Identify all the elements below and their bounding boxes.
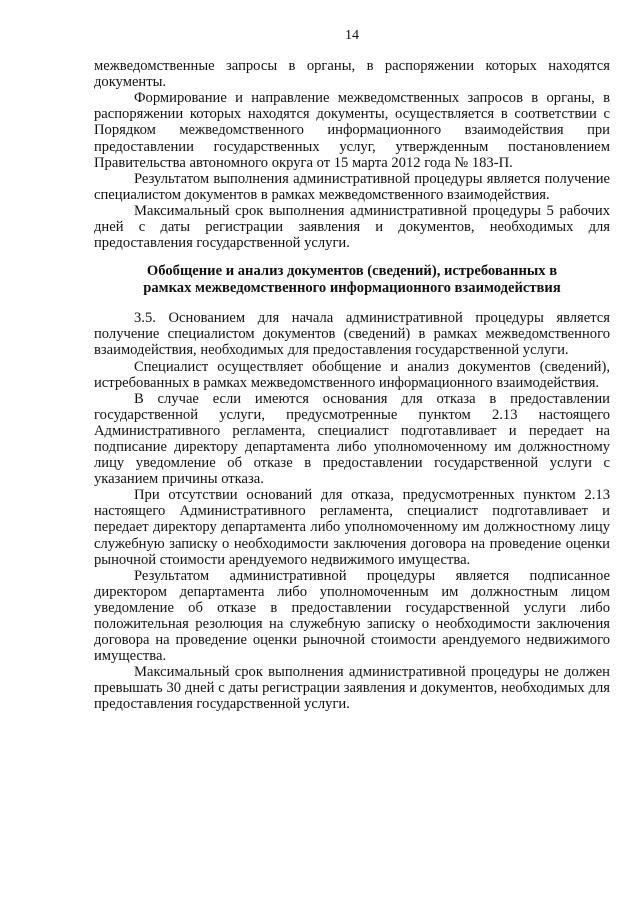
paragraph: 3.5. Основанием для начала административной процедуры является получение специалистом документов (сведений) в рамках межведомственного взаимодействия, необходимых для предоставления государственной услуги. xyxy=(94,310,610,359)
page-number: 14 xyxy=(345,28,359,43)
paragraph: При отсутствии оснований для отказа, предусмотренных пунктом 2.13 настоящего Административного регламента, специалист подготавливает и передает директору департамента либо уполномоченному им должностному лицу служебную записку о необходимости заключения договора на проведение оценки рыночной стоимости арендуемого недвижимого имущества. xyxy=(94,487,610,568)
section-heading-line: Обобщение и анализ документов (сведений), истребованных в xyxy=(146,263,558,280)
paragraph: Результатом выполнения административной процедуры является получение специалистом документов в рамках межведомственного взаимодействия. xyxy=(94,170,610,203)
document-page xyxy=(94,28,610,713)
paragraph: Результатом административной процедуры является подписанное директором департамента либо уполномоченным им должностным лицом уведомление об отказе в предоставлении государственной услуги либо положительная резолюция на служебную записку о необходимости заключения договора на проведение оценки рыночной стоимости арендуемого недвижимого имущества. xyxy=(94,567,610,665)
paragraph: Формирование и направление межведомственных запросов в органы, в распоряжении которых находятся документы, осуществляется в соответствии с Порядком межведомственного информационного взаимодействия при предоставлении государственных услуг, утвержденным постановлением Правительства автономного округа от 15 марта 2012 года № 183-П. xyxy=(94,90,610,171)
section-heading xyxy=(94,263,610,296)
paragraph-continuation: межведомственные запросы в органы, в распоряжении которых находятся документы. xyxy=(94,58,610,91)
paragraph: Максимальный срок выполнения административной процедуры не должен превышать 30 дней с даты регистрации заявления и документов, необходимых для предоставления государственной услуги. xyxy=(94,664,610,713)
paragraph: В случае если имеются основания для отказа в предоставлении государственной услуги, предусмотренные пунктом 2.13 настоящего Административного регламента, специалист подготавливает и передает на подписание директору департамента либо уполномоченному им должностному лицу уведомление об отказе в предоставлении государственной услуги с указанием причины отказа. xyxy=(94,390,610,488)
section-heading-line: рамках межведомственного информационного взаимодействия xyxy=(143,279,561,296)
paragraph: Специалист осуществляет обобщение и анализ документов (сведений), истребованных в рамках межведомственного информационного взаимодействия. xyxy=(94,358,610,391)
paragraph: Максимальный срок выполнения административной процедуры 5 рабочих дней с даты регистрации заявления и документов, необходимых для предоставления государственной услуги. xyxy=(94,202,610,252)
